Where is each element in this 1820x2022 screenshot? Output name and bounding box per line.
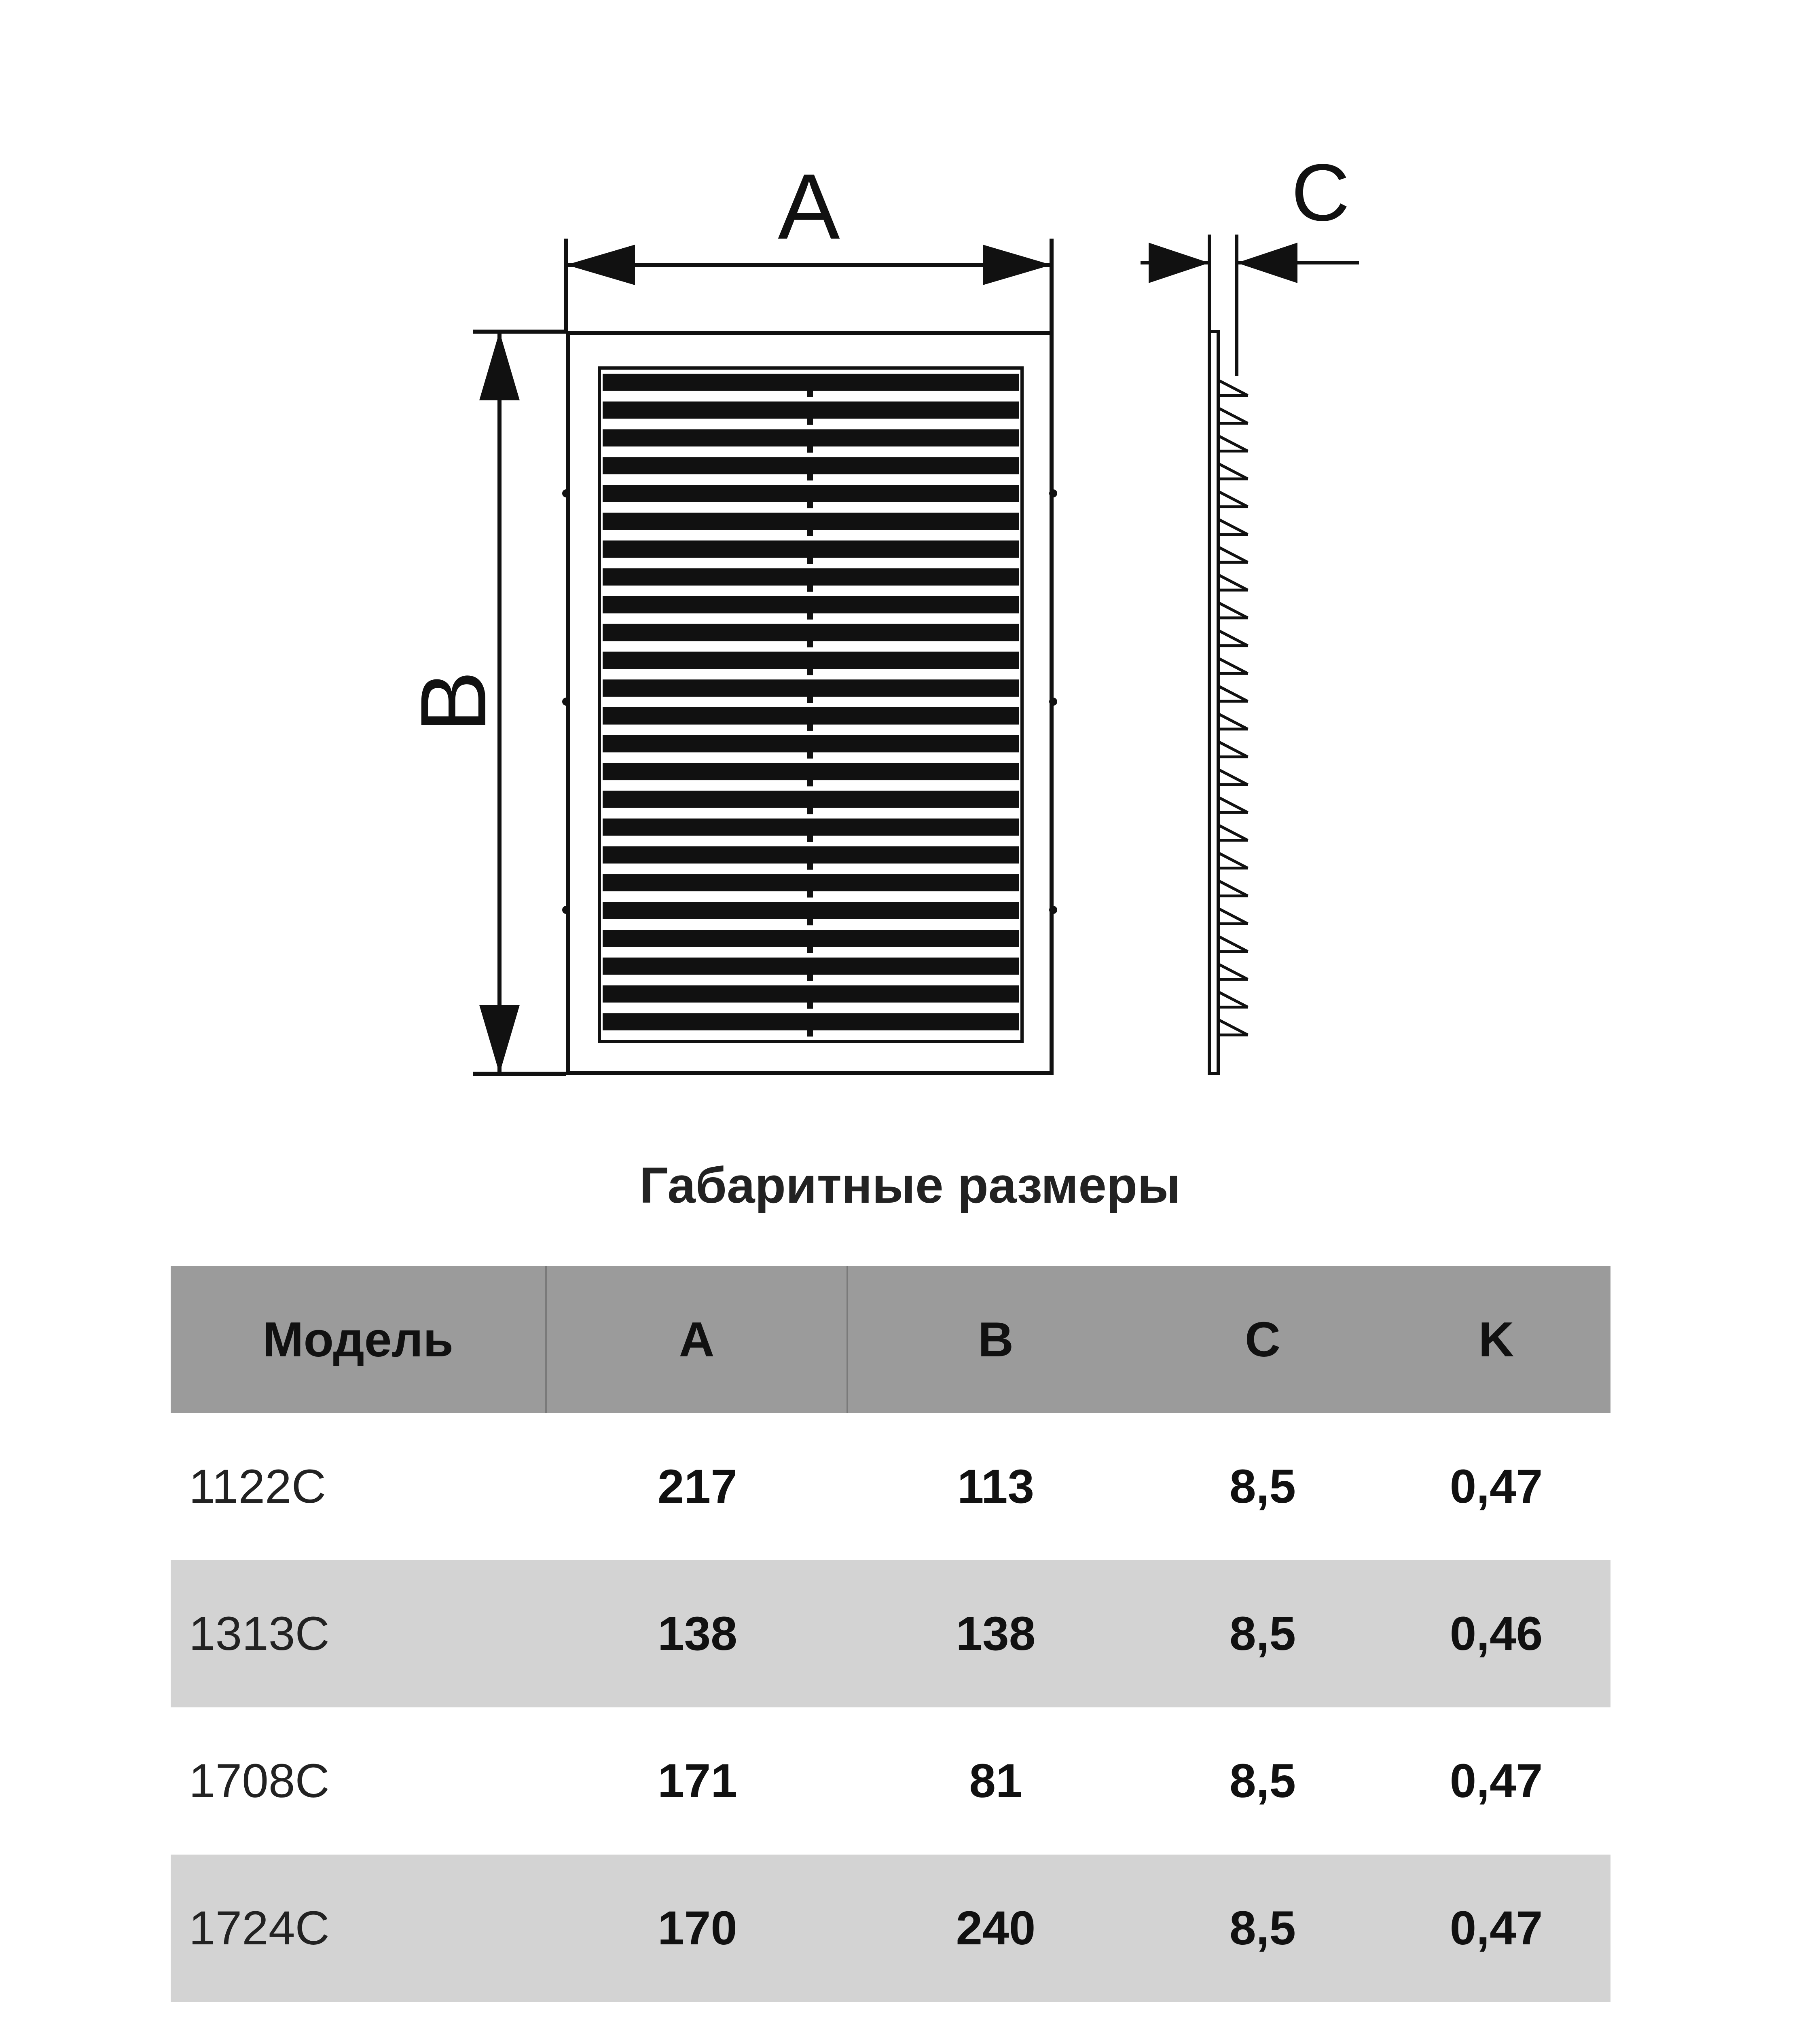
side-louver bbox=[1218, 714, 1248, 729]
grille-slat bbox=[603, 763, 1019, 780]
cell-a: 217 bbox=[658, 1460, 737, 1513]
grille-slat bbox=[603, 1013, 1019, 1030]
grille-slat bbox=[603, 624, 1019, 641]
cell-c: 8,5 bbox=[1229, 1901, 1296, 1955]
table-row bbox=[171, 1560, 1610, 1707]
side-louver bbox=[1218, 547, 1248, 563]
side-louver bbox=[1218, 908, 1248, 924]
header-b: B bbox=[978, 1312, 1014, 1367]
cell-c: 8,5 bbox=[1229, 1754, 1296, 1808]
grille-slat bbox=[603, 930, 1019, 947]
side-louver bbox=[1218, 964, 1248, 979]
side-louver bbox=[1218, 408, 1248, 423]
dimensions-table bbox=[171, 1266, 1610, 2022]
side-louver bbox=[1218, 630, 1248, 646]
slat-divider bbox=[807, 724, 813, 731]
cell-model bbox=[171, 2002, 547, 2022]
side-louver bbox=[1218, 380, 1248, 396]
slat-divider bbox=[807, 668, 813, 675]
slat-divider bbox=[807, 890, 813, 897]
side-louver bbox=[1218, 686, 1248, 701]
side-louver bbox=[1218, 992, 1248, 1007]
side-louver bbox=[1218, 603, 1248, 618]
slat-divider bbox=[807, 779, 813, 786]
grille-slat bbox=[603, 513, 1019, 530]
slat-divider bbox=[807, 613, 813, 620]
cell-b: 240 bbox=[956, 1901, 1036, 1955]
cell-b: 138 bbox=[956, 1607, 1036, 1660]
page-title: Габаритные размеры bbox=[639, 1157, 1181, 1214]
label-c: C bbox=[1291, 148, 1350, 238]
header-model: Модель bbox=[171, 1266, 547, 1413]
grille-slat bbox=[603, 986, 1019, 1003]
side-louver bbox=[1218, 936, 1248, 952]
header-c: C bbox=[1244, 1312, 1281, 1367]
table-header bbox=[171, 1266, 1610, 1413]
grille-slat bbox=[603, 402, 1019, 419]
slat-divider bbox=[807, 418, 813, 425]
grille-slat bbox=[603, 429, 1019, 447]
header-a: A bbox=[547, 1266, 848, 1413]
grille-slat bbox=[603, 791, 1019, 808]
side-louver bbox=[1218, 575, 1248, 590]
side-louver bbox=[1218, 742, 1248, 757]
grille-slat bbox=[603, 679, 1019, 697]
cell-c: 8,5 bbox=[1229, 1607, 1296, 1660]
side-louver bbox=[1218, 825, 1248, 840]
label-b: B bbox=[401, 670, 505, 733]
slat-divider bbox=[807, 918, 813, 925]
slat-divider bbox=[807, 946, 813, 953]
side-louver bbox=[1218, 519, 1248, 535]
side-louver bbox=[1218, 770, 1248, 785]
side-louver bbox=[1218, 463, 1248, 479]
slat-divider bbox=[807, 501, 813, 508]
cell-a: 171 bbox=[658, 1754, 737, 1808]
cell-k: 0,47 bbox=[1450, 1460, 1543, 1513]
dimension-a bbox=[566, 154, 1052, 332]
cell-k: 0,47 bbox=[1450, 1754, 1543, 1808]
cell-c bbox=[1143, 2002, 1382, 2022]
side-louver bbox=[1218, 436, 1248, 451]
slat-divider bbox=[807, 529, 813, 536]
grille-slat bbox=[603, 958, 1019, 975]
grille-slat bbox=[603, 874, 1019, 892]
cell-a bbox=[547, 2002, 848, 2022]
cell-a: 170 bbox=[658, 1901, 737, 1955]
grille-slat bbox=[603, 819, 1019, 836]
slat-divider bbox=[807, 752, 813, 759]
cell-b bbox=[848, 2002, 1143, 2022]
slat-divider bbox=[807, 807, 813, 814]
table-row bbox=[171, 1707, 1610, 1855]
side-louver bbox=[1218, 1019, 1248, 1035]
cell-model: 1122С bbox=[189, 1460, 326, 1513]
cell-c: 8,5 bbox=[1229, 1460, 1296, 1513]
grille-slat bbox=[603, 652, 1019, 669]
side-louver bbox=[1218, 491, 1248, 507]
slat-divider bbox=[807, 863, 813, 870]
dimension-b bbox=[401, 332, 566, 1074]
grille-slat bbox=[603, 846, 1019, 864]
cell-model: 1724С bbox=[189, 1901, 330, 1955]
cell-model: 1313С bbox=[189, 1607, 330, 1660]
grille-slat bbox=[603, 735, 1019, 753]
grille-slat bbox=[603, 541, 1019, 558]
cell-k bbox=[1382, 2002, 1610, 2022]
slat-divider bbox=[807, 557, 813, 564]
side-louver bbox=[1218, 853, 1248, 868]
table-row bbox=[171, 1413, 1610, 1560]
slat-divider bbox=[807, 585, 813, 592]
side-louver bbox=[1218, 881, 1248, 896]
side-louver bbox=[1218, 797, 1248, 812]
side-louvers bbox=[1218, 380, 1248, 1035]
slat-divider bbox=[807, 390, 813, 397]
grille-slat bbox=[603, 707, 1019, 725]
slat-divider bbox=[807, 474, 813, 480]
slat-divider bbox=[807, 1030, 813, 1036]
grille-slat bbox=[603, 902, 1019, 919]
slat-divider bbox=[807, 835, 813, 842]
cell-k: 0,46 bbox=[1450, 1607, 1543, 1660]
slat-divider bbox=[807, 696, 813, 703]
label-a: A bbox=[778, 154, 840, 258]
header-k: K bbox=[1478, 1312, 1514, 1367]
grille-front-view bbox=[562, 333, 1057, 1073]
grille-slat bbox=[603, 596, 1019, 613]
cell-b: 81 bbox=[969, 1754, 1022, 1808]
cell-k: 0,47 bbox=[1450, 1901, 1543, 1955]
slat-divider bbox=[807, 1002, 813, 1009]
cell-b: 113 bbox=[957, 1460, 1035, 1513]
grille-slat bbox=[603, 485, 1019, 502]
table-row bbox=[171, 1855, 1610, 2002]
dimension-c bbox=[1141, 148, 1359, 376]
table-row bbox=[171, 2002, 1610, 2022]
slat-divider bbox=[807, 446, 813, 453]
cell-a: 138 bbox=[658, 1607, 737, 1660]
side-louver bbox=[1218, 658, 1248, 674]
grille-slat bbox=[603, 457, 1019, 474]
slat-divider bbox=[807, 641, 813, 647]
cell-model: 1708С bbox=[189, 1754, 330, 1808]
grille-side-view bbox=[1209, 332, 1248, 1074]
grille-slat bbox=[603, 568, 1019, 586]
grille-slat bbox=[603, 374, 1019, 391]
slat-divider bbox=[807, 974, 813, 981]
